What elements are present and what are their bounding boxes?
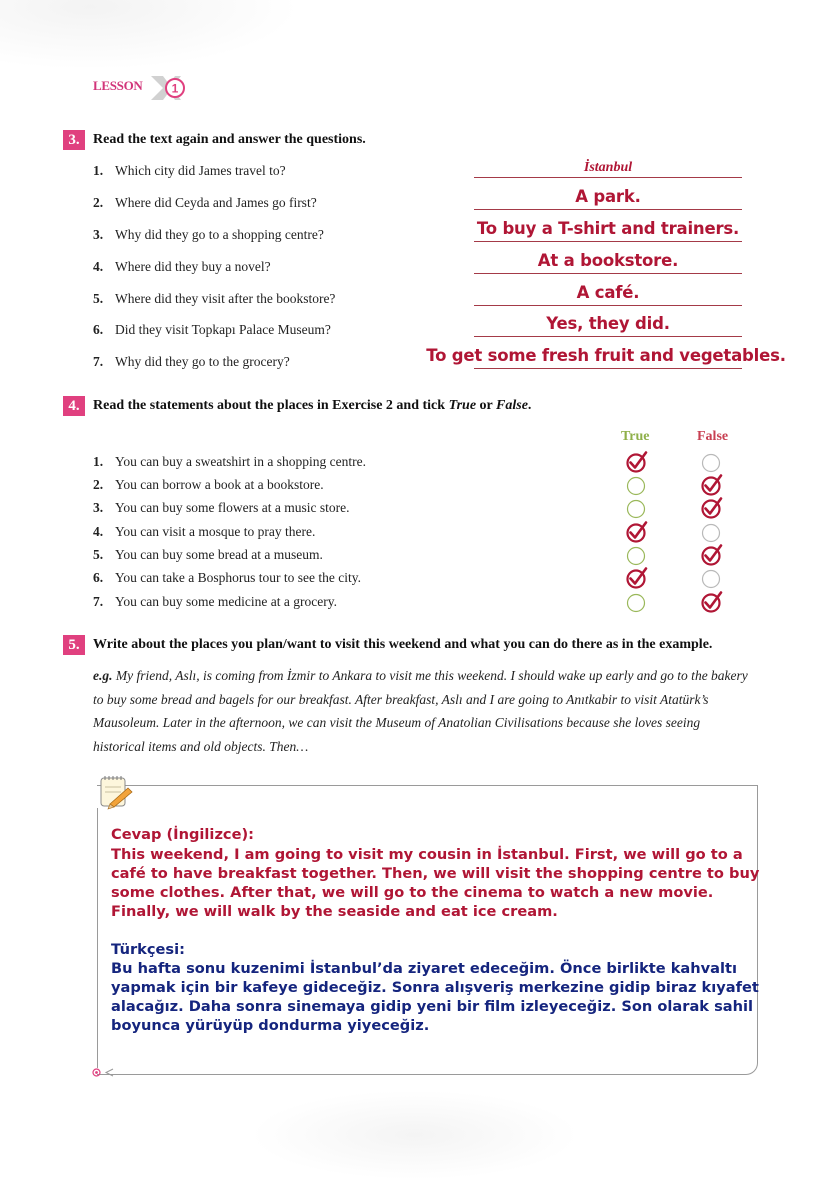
statement-text: You can borrow a book at a bookstore. bbox=[115, 477, 324, 492]
statement-number: 7. bbox=[93, 594, 104, 609]
english-answer-heading: Cevap (İngilizce): bbox=[111, 826, 254, 843]
answer-text: Yes, they did. bbox=[546, 314, 670, 333]
false-checkbox[interactable] bbox=[701, 521, 723, 543]
question-text: Where did they buy a novel? bbox=[115, 259, 271, 274]
statement-text: You can visit a mosque to pray there. bbox=[115, 524, 316, 539]
box-arrow-icon bbox=[104, 1068, 114, 1077]
question-text: Which city did James travel to? bbox=[115, 163, 286, 178]
question-number: 1. bbox=[93, 163, 104, 178]
column-false-header: False bbox=[697, 429, 729, 444]
box-corner-dot-icon bbox=[92, 1068, 101, 1077]
statement-number: 4. bbox=[93, 524, 104, 539]
example-label: e.g. bbox=[93, 668, 113, 683]
question-text: Where did they visit after the bookstore? bbox=[115, 291, 336, 306]
true-checkbox[interactable] bbox=[626, 591, 648, 613]
answer-box-left-border bbox=[97, 808, 98, 1068]
lesson-badge-icon bbox=[149, 74, 189, 102]
statement-number: 3. bbox=[93, 500, 104, 515]
statement-text: You can buy a sweatshirt in a shopping centre. bbox=[115, 454, 366, 469]
answer-text: İstanbul bbox=[583, 160, 633, 175]
background-shade bbox=[0, 0, 300, 70]
turkish-answer-text: Bu hafta sonu kuzenimi İstanbul’da ziyaret edeceğim. Önce birlikte kahvaltı yapmak için bir kafeye gideceğiz. Sonra alışveriş merkezine gidip biraz kıyafet alacağız. Daha sonra sinemaya gidip yeni bir film izleyeceğiz. Son olarak sahil boyunca yürüyüp dondurma yiyeceğiz. bbox=[111, 960, 759, 1034]
question-text: Why did they go to the grocery? bbox=[115, 354, 290, 369]
question-number: 2. bbox=[93, 195, 104, 210]
exercise-5-instruction: Write about the places you plan/want to visit this weekend and what you can do there as in the example. bbox=[93, 637, 713, 652]
answer-line bbox=[474, 177, 742, 178]
turkish-answer-heading: Türkçesi: bbox=[111, 941, 185, 958]
answer-text: At a bookstore. bbox=[537, 251, 679, 270]
column-true-header: True bbox=[621, 429, 650, 444]
question-number: 7. bbox=[93, 354, 104, 369]
answer-line bbox=[474, 209, 742, 210]
true-checkbox-checked[interactable] bbox=[626, 521, 648, 543]
exercise-3-number: 3. bbox=[63, 130, 85, 150]
background-shade bbox=[250, 1090, 580, 1180]
question-text: Where did Ceyda and James go first? bbox=[115, 195, 317, 210]
statement-number: 2. bbox=[93, 477, 104, 492]
answer-text: A park. bbox=[575, 187, 641, 206]
false-checkbox-checked[interactable] bbox=[701, 497, 723, 519]
true-checkbox[interactable] bbox=[626, 544, 648, 566]
exercise-4-number: 4. bbox=[63, 396, 85, 416]
instruction-true-word: True bbox=[448, 398, 477, 413]
notepad-pencil-icon bbox=[98, 774, 134, 810]
question-number: 4. bbox=[93, 259, 104, 274]
false-checkbox[interactable] bbox=[701, 567, 723, 589]
lesson-number: 1 bbox=[171, 81, 179, 96]
answer-text: To get some fresh fruit and vegetables. bbox=[426, 346, 786, 365]
statement-text: You can take a Bosphorus tour to see the city. bbox=[115, 570, 361, 585]
instruction-text: Read the statements about the places in Exercise 2 and tick bbox=[93, 398, 449, 413]
exercise-3-instruction: Read the text again and answer the questions. bbox=[93, 132, 366, 147]
statement-text: You can buy some flowers at a music store. bbox=[115, 500, 350, 515]
answer-text: A café. bbox=[576, 283, 640, 302]
statement-number: 1. bbox=[93, 454, 104, 469]
statement-text: You can buy some bread at a museum. bbox=[115, 547, 323, 562]
answer-line bbox=[474, 241, 742, 242]
statement-number: 6. bbox=[93, 570, 104, 585]
answer-text: To buy a T-shirt and trainers. bbox=[476, 219, 740, 238]
instruction-text: or bbox=[476, 398, 497, 413]
instruction-text: . bbox=[527, 398, 532, 413]
answer-line bbox=[474, 273, 742, 274]
english-answer-text: This weekend, I am going to visit my cousin in İstanbul. First, we will go to a café to have breakfast together. Then, we will visit the shopping centre to buy some clothes. After that, we will go to the cinema to watch a new movie. Finally, we will walk by the seaside and eat ice cream. bbox=[111, 846, 760, 920]
exercise-4-instruction bbox=[93, 398, 531, 414]
lesson-label: LESSON bbox=[93, 78, 143, 93]
example-text: My friend, Aslı, is coming from İzmir to Ankara to visit me this weekend. I should wake up early and go to the bakery to buy some bread and bagels for our breakfast. After breakfast, Aslı and I are going to Anıtkabir to visit Atatürk’s Mausoleum. Later in the afternoon, we can visit the Museum of Anatolian Civilisations because she loves seeing historical items and old objects. Then… bbox=[93, 668, 748, 754]
answer-line bbox=[474, 336, 742, 337]
true-checkbox-checked[interactable] bbox=[626, 451, 648, 473]
false-checkbox-checked[interactable] bbox=[701, 544, 723, 566]
true-checkbox-checked[interactable] bbox=[626, 567, 648, 589]
false-checkbox-checked[interactable] bbox=[701, 591, 723, 613]
true-checkbox[interactable] bbox=[626, 497, 648, 519]
false-checkbox[interactable] bbox=[701, 451, 723, 473]
statement-text: You can buy some medicine at a grocery. bbox=[115, 594, 337, 609]
question-number: 5. bbox=[93, 291, 104, 306]
exercise-5-number: 5. bbox=[63, 635, 85, 655]
question-text: Did they visit Topkapı Palace Museum? bbox=[115, 322, 331, 337]
statement-number: 5. bbox=[93, 547, 104, 562]
question-number: 3. bbox=[93, 227, 104, 242]
example-paragraph bbox=[93, 664, 753, 758]
false-checkbox-checked[interactable] bbox=[701, 474, 723, 496]
question-number: 6. bbox=[93, 322, 104, 337]
answer-line bbox=[474, 305, 742, 306]
question-text: Why did they go to a shopping centre? bbox=[115, 227, 324, 242]
answer-line bbox=[474, 368, 742, 369]
instruction-false-word: False bbox=[496, 398, 528, 413]
true-checkbox[interactable] bbox=[626, 474, 648, 496]
